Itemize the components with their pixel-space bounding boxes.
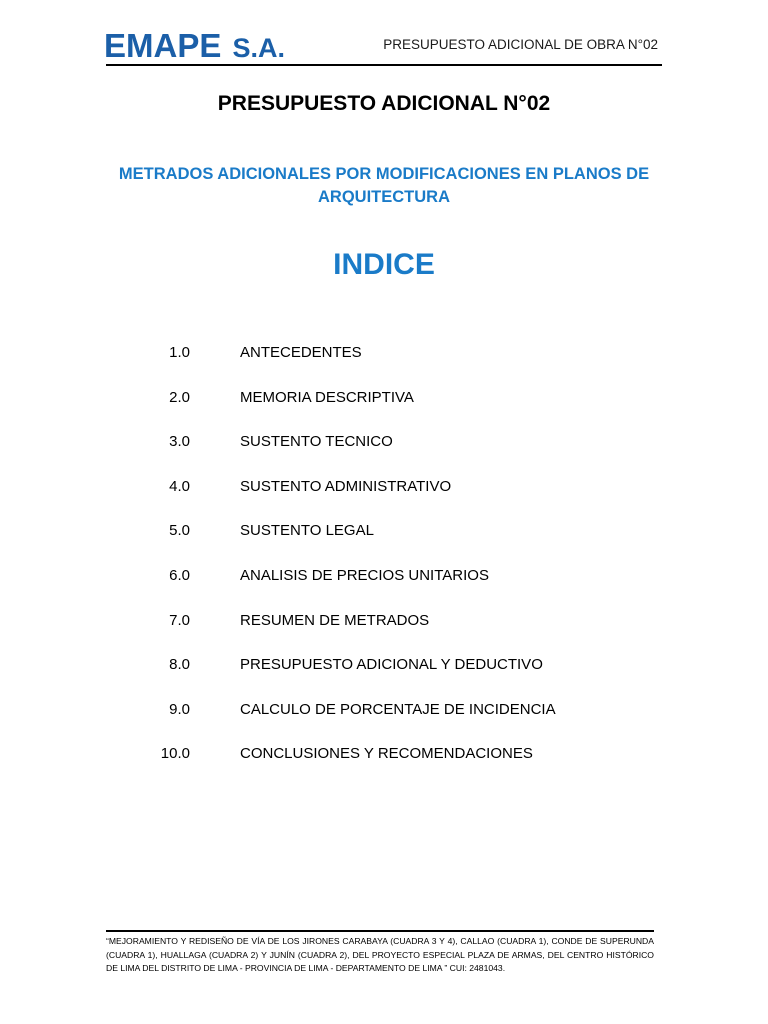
footer-divider bbox=[106, 930, 654, 932]
index-item-number: 4.0 bbox=[169, 477, 190, 495]
index-item bbox=[0, 652, 768, 697]
footer-project-description: “MEJORAMIENTO Y REDISEÑO DE VÍA DE LOS JIRONES CARABAYA (CUADRA 3 Y 4), CALLAO (CUADRA 1), CONDE DE SUPERUNDA (CUADRA 1), HUALLAGA (CUADRA 2) Y JUNÍN (CUADRA 2), DEL PROYECTO ESPECIAL PLAZA DE ARMAS, DEL CENTRO HISTÓRICO DE LIMA DEL DISTRITO DE LIMA - PROVINCIA DE LIMA - DEPARTAMENTO DE LIMA ” CUI: 2481043. bbox=[106, 936, 654, 973]
index-item bbox=[0, 429, 768, 474]
index-item-label: CONCLUSIONES Y RECOMENDACIONES bbox=[240, 745, 533, 763]
index-item-label: CALCULO DE PORCENTAJE DE INCIDENCIA bbox=[240, 700, 556, 718]
index-item-label: SUSTENTO TECNICO bbox=[240, 433, 393, 451]
index-item bbox=[0, 385, 768, 430]
index-item-number: 2.0 bbox=[169, 388, 190, 406]
index-item bbox=[0, 608, 768, 653]
index-item bbox=[0, 697, 768, 742]
index-item-number: 5.0 bbox=[169, 522, 190, 540]
index-item bbox=[0, 518, 768, 563]
header-divider bbox=[106, 64, 662, 66]
index-item-number: 3.0 bbox=[169, 433, 190, 451]
index-item bbox=[0, 474, 768, 519]
index-item bbox=[0, 563, 768, 608]
index-item-label: SUSTENTO ADMINISTRATIVO bbox=[240, 477, 452, 495]
index-item-number: 8.0 bbox=[169, 656, 190, 674]
index-item-label: MEMORIA DESCRIPTIVA bbox=[240, 388, 414, 406]
index-item-label: SUSTENTO LEGAL bbox=[240, 522, 374, 540]
header-reference: PRESUPUESTO ADICIONAL DE OBRA N°02 bbox=[383, 37, 658, 52]
logo-main-text: EMAPE bbox=[104, 27, 222, 64]
index-item-number: 10.0 bbox=[160, 745, 190, 763]
index-item-number: 1.0 bbox=[169, 344, 190, 361]
index-item-label: ANALISIS DE PRECIOS UNITARIOS bbox=[240, 566, 489, 584]
index-item bbox=[0, 340, 768, 385]
logo-suffix-text: S.A. bbox=[232, 33, 286, 63]
index-item-number: 9.0 bbox=[169, 700, 190, 718]
index-item-number: 6.0 bbox=[169, 566, 190, 584]
index-item-number: 7.0 bbox=[169, 611, 190, 629]
document-subtitle: METRADOS ADICIONALES POR MODIFICACIONES EN PLANOS DE ARQUITECTURA bbox=[118, 165, 650, 206]
company-logo bbox=[104, 26, 285, 68]
index-heading: INDICE bbox=[333, 248, 435, 281]
index-list bbox=[0, 340, 768, 786]
index-item bbox=[0, 741, 768, 786]
index-item-label: PRESUPUESTO ADICIONAL Y DEDUCTIVO bbox=[240, 656, 543, 674]
index-item-label: ANTECEDENTES bbox=[240, 344, 362, 361]
document-title: PRESUPUESTO ADICIONAL N°02 bbox=[217, 92, 551, 115]
index-item-label: RESUMEN DE METRADOS bbox=[240, 611, 430, 629]
